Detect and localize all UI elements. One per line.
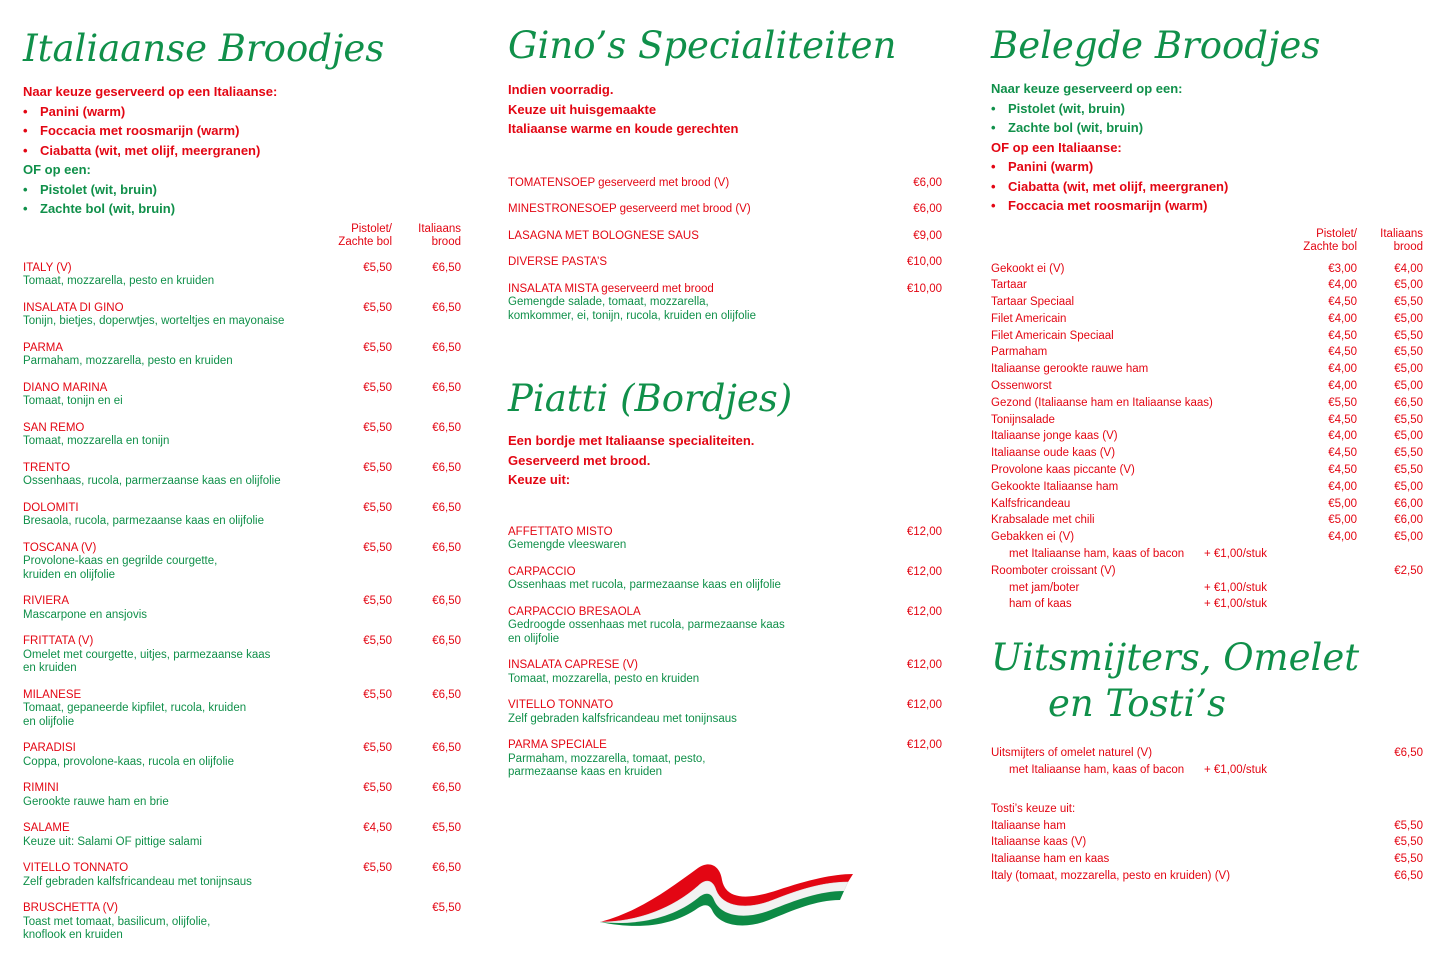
- item-name: Provolone kaas piccante (V): [991, 464, 1135, 477]
- menu-item: [23, 462, 463, 489]
- price: €12,00: [906, 699, 942, 711]
- section-title: Belegde Broodjes: [991, 24, 1321, 67]
- menu-row: [991, 311, 1423, 328]
- price-pistolet: €4,50: [1328, 447, 1357, 460]
- price-pistolet: €4,50: [1328, 464, 1357, 477]
- item-name: TOSCANA (V): [23, 541, 97, 554]
- price-pistolet: €5,50: [363, 595, 392, 607]
- item-name: BRUSCHETTA (V): [23, 902, 118, 914]
- specialiteiten-column: [508, 0, 942, 793]
- intro-line: • Pistolet (wit, bruin): [23, 180, 463, 200]
- price-italiaans: €5,50: [1394, 346, 1423, 359]
- menu-row: [991, 496, 1423, 513]
- price-italiaans: €6,50: [432, 421, 461, 434]
- price-pistolet: €5,50: [363, 635, 392, 647]
- price-pistolet: €5,00: [1328, 514, 1357, 527]
- price-column-headers: Pistolet/ Zachte bol Italiaans brood: [338, 222, 461, 248]
- menu-row: [991, 851, 1423, 868]
- menu-row: [991, 328, 1423, 345]
- item-description: Gemengde salade, tomaat, mozzarella,: [508, 296, 709, 308]
- item-name: MILANESE: [23, 688, 82, 701]
- price-italiaans: €5,00: [1394, 531, 1423, 544]
- item-description: en kruiden: [23, 662, 77, 674]
- menu-row: [991, 344, 1423, 361]
- item-extra: + €1,00/stuk: [1204, 548, 1267, 561]
- price-pistolet: €4,00: [1328, 312, 1357, 325]
- price-italiaans: €5,00: [1394, 279, 1423, 292]
- item-name: Gebakken ei (V): [991, 531, 1075, 544]
- price-italiaans: €5,50: [1394, 329, 1423, 342]
- menu-row: [991, 462, 1423, 479]
- item-name: Roomboter croissant (V): [991, 564, 1116, 577]
- price-pistolet: €5,50: [363, 421, 392, 434]
- menu-item: [508, 739, 942, 780]
- item-name: INSALATA DI GINO: [23, 301, 124, 314]
- price-italiaans: €2,50: [1394, 564, 1423, 577]
- item-name: [508, 526, 942, 540]
- menu-row: [991, 361, 1423, 378]
- piatti-intro: [508, 431, 942, 490]
- price-italiaans: €5,00: [1394, 430, 1423, 443]
- intro-line: Italiaanse warme en koude gerechten: [508, 121, 739, 136]
- specialiteiten-list: [508, 177, 942, 324]
- menu-item: [23, 862, 463, 889]
- item-title: MINESTRONESOEP: [508, 203, 617, 215]
- item-name: ITALY (V): [23, 261, 72, 274]
- price-italiaans: €6,50: [432, 501, 461, 514]
- italiaanse-broodjes-column: [23, 0, 463, 956]
- price: €10,00: [906, 256, 942, 268]
- price-italiaans: €6,50: [1394, 870, 1423, 883]
- item-description: Toast met tomaat, basilicum, olijfolie,: [23, 915, 211, 928]
- item-extra: + €1,00/stuk: [1204, 598, 1267, 611]
- item-name: Gekookt ei (V): [991, 262, 1065, 275]
- item-name: Tartaar: [991, 279, 1027, 292]
- menu-item: [23, 635, 463, 676]
- item-description: komkommer, ei, tonijn, rucola, kruiden en olijfolie: [508, 309, 757, 322]
- price-pistolet: €4,50: [1328, 346, 1357, 359]
- item-name: Italiaanse ham en kaas: [991, 853, 1110, 866]
- price-pistolet: €4,00: [1328, 430, 1357, 443]
- item-name: Gezond (Italiaanse ham en Italiaanse kaas): [991, 396, 1213, 409]
- menu-row: [991, 529, 1423, 546]
- price-italiaans: €4,00: [1394, 262, 1423, 275]
- item-name: PARADISI: [23, 742, 76, 754]
- intro-line: Keuze uit huisgemaakte: [508, 101, 657, 117]
- price-italiaans: €6,50: [432, 461, 461, 474]
- item-description: parmezaanse kaas en kruiden: [508, 766, 663, 778]
- price-italiaans: €6,50: [432, 541, 461, 554]
- menu-row: [991, 445, 1423, 462]
- item-title: CARPACCIO BRESAOLA: [508, 605, 641, 618]
- item-name: Italy (tomaat, mozzarella, pesto en kruiden) (V): [991, 870, 1231, 883]
- item-name: TRENTO: [23, 461, 71, 474]
- price-pistolet: €5,50: [363, 742, 392, 754]
- price-italiaans: €5,50: [432, 822, 461, 834]
- item-extra: + €1,00/stuk: [1204, 581, 1267, 594]
- item-description: kruiden en olijfolie: [23, 568, 116, 581]
- item-title: AFFETTATO MISTO: [508, 525, 613, 538]
- item-name: [508, 659, 942, 673]
- menu-row: [991, 580, 1423, 597]
- item-name: SALAME: [23, 822, 70, 834]
- item-description: Tomaat, mozzarella, pesto en kruiden: [23, 275, 215, 287]
- item-description: Parmaham, mozzarella, tomaat, pesto,: [508, 752, 706, 765]
- item-title: VITELLO TONNATO: [508, 699, 614, 711]
- item-name: [508, 699, 942, 713]
- menu-row: [991, 868, 1423, 885]
- belegde-list: [991, 261, 1423, 614]
- section-title: Italiaanse Broodjes: [23, 27, 385, 70]
- item-name: Filet Americain Speciaal: [991, 329, 1114, 342]
- menu-row: [991, 546, 1423, 563]
- section-title: Gino’s Specialiteiten: [508, 24, 897, 67]
- intro-line: • Foccacia met roosmarijn (warm): [23, 121, 463, 141]
- price-italiaans: €5,50: [1394, 836, 1423, 849]
- price-pistolet: €5,50: [363, 301, 392, 314]
- item-title: INSALATA CAPRESE (V): [508, 659, 638, 671]
- intro-line: Geserveerd met brood.: [508, 452, 651, 468]
- item-description: Tonijn, bietjes, doperwtjes, worteltjes en mayonaise: [23, 315, 285, 327]
- item-description: en olijfolie: [23, 715, 75, 728]
- item-name: Gekookte Italiaanse ham: [991, 480, 1119, 493]
- price-italiaans: €6,50: [432, 341, 461, 354]
- price-pistolet: €4,50: [1328, 329, 1357, 342]
- intro-line: Indien voorradig.: [508, 82, 614, 97]
- specialiteiten-intro: [508, 80, 942, 139]
- price-pistolet: €3,00: [1328, 262, 1357, 275]
- menu-row: [991, 479, 1423, 496]
- menu-row: [991, 277, 1423, 294]
- price-italiaans: €5,50: [432, 902, 461, 914]
- item-name: [508, 177, 942, 191]
- price-pistolet: €5,50: [363, 862, 392, 874]
- item-name: PARMA: [23, 341, 64, 354]
- intro-line: • Zachte bol (wit, bruin): [23, 199, 463, 219]
- price-italiaans: €5,50: [1394, 296, 1423, 309]
- item-name: [508, 203, 942, 217]
- price: €6,00: [913, 203, 942, 215]
- price: €12,00: [906, 565, 942, 578]
- item-name: FRITTATA (V): [23, 635, 94, 647]
- price-italiaans: €5,00: [1394, 312, 1423, 325]
- menu-row: [991, 428, 1423, 445]
- price-italiaans: €6,50: [432, 301, 461, 314]
- item-name: Krabsalade met chili: [991, 514, 1095, 527]
- item-title: TOMATENSOEP: [508, 176, 595, 189]
- menu-item: [23, 542, 463, 583]
- item-note: geserveerd met brood: [598, 282, 714, 295]
- price-italiaans: €6,50: [1394, 396, 1423, 409]
- intro-line: OF op een:: [23, 162, 91, 177]
- item-description: Mascarpone en ansjovis: [23, 608, 148, 621]
- tosti-list: [991, 818, 1423, 885]
- menu-item: [508, 699, 942, 726]
- item-name: [508, 739, 942, 753]
- price-italiaans: €6,50: [432, 381, 461, 394]
- price-italiaans: €5,00: [1394, 363, 1423, 376]
- tosti-heading: Tosti’s keuze uit:: [991, 802, 1076, 815]
- price-italiaans: €6,50: [432, 742, 461, 754]
- price: €9,00: [913, 229, 942, 242]
- intro-line: OF op een Italiaanse:: [991, 139, 1122, 155]
- section-title-piatti: Piatti (Bordjes): [508, 377, 793, 420]
- section-title-uitsmijters: Uitsmijters, Omelet en Tosti’s: [991, 636, 1360, 726]
- item-name: [508, 606, 942, 620]
- intro-line: • Ciabatta (wit, met olijf, meergranen): [23, 141, 463, 161]
- bread-choice-intro: [23, 82, 463, 219]
- price-pistolet: €5,50: [363, 461, 392, 474]
- menu-item: [508, 606, 942, 647]
- price-italiaans: €6,50: [432, 688, 461, 701]
- menu-item: [23, 902, 463, 943]
- item-name: Kalfsfricandeau: [991, 497, 1071, 510]
- item-description: Tomaat, mozzarella en tonijn: [23, 435, 170, 447]
- menu-item: [23, 782, 463, 809]
- menu-item: [23, 382, 463, 409]
- item-name: Italiaanse gerookte rauwe ham: [991, 363, 1149, 376]
- price-italiaans: €5,50: [1394, 819, 1423, 832]
- item-name: Tonijnsalade: [991, 413, 1055, 426]
- item-name: RIVIERA: [23, 595, 70, 607]
- price-italiaans: €6,50: [432, 635, 461, 647]
- price-italiaans: €6,00: [1394, 514, 1423, 527]
- bread-choice-intro: [991, 79, 1423, 216]
- price-italiaans: €6,50: [432, 782, 461, 794]
- menu-item: [23, 262, 463, 289]
- item-description: Tomaat, gepaneerde kipfilet, rucola, kruiden: [23, 702, 247, 714]
- intro-line: Een bordje met Italiaanse specialiteiten.: [508, 433, 755, 448]
- item-note: geserveerd met brood (V): [616, 203, 751, 215]
- item-description: Gerookte rauwe ham en brie: [23, 795, 169, 808]
- price-pistolet: €5,50: [363, 381, 392, 394]
- item-name: Italiaanse jonge kaas (V): [991, 430, 1118, 443]
- price-italiaans: €5,00: [1394, 380, 1423, 393]
- price: €12,00: [906, 605, 942, 618]
- price-pistolet: €5,50: [363, 501, 392, 514]
- item-title: LASAGNA MET BOLOGNESE SAUS: [508, 229, 699, 242]
- price-pistolet: €5,50: [1328, 396, 1357, 409]
- price-pistolet: €4,00: [1328, 531, 1357, 544]
- item-description: Gedroogde ossenhaas met rucola, parmezaanse kaas: [508, 619, 785, 631]
- price: €12,00: [906, 659, 942, 671]
- menu-row: [991, 834, 1423, 851]
- item-description: Zelf gebraden kalfsfricandeau met tonijnsaus: [508, 712, 737, 725]
- price-pistolet: €4,00: [1328, 380, 1357, 393]
- menu-item: [508, 659, 942, 686]
- price-pistolet: €5,50: [363, 782, 392, 794]
- menu-row: [991, 294, 1423, 311]
- price-italiaans: €5,00: [1394, 480, 1423, 493]
- price-pistolet: €4,50: [1328, 413, 1357, 426]
- item-title: INSALATA MISTA: [508, 282, 599, 295]
- item-note: geserveerd met brood (V): [594, 176, 730, 189]
- price-pistolet: €5,50: [363, 688, 392, 701]
- menu-row: [991, 596, 1423, 613]
- item-name: met Italiaanse ham, kaas of bacon: [1009, 548, 1185, 561]
- menu-item: [23, 342, 463, 369]
- menu-row: [991, 395, 1423, 412]
- price-italiaans: €5,50: [1394, 464, 1423, 477]
- price-pistolet: €4,00: [1328, 363, 1357, 376]
- menu-item: [23, 422, 463, 449]
- item-name: met jam/boter: [1009, 581, 1080, 594]
- price-pistolet: €5,50: [363, 261, 392, 274]
- menu-row: [991, 261, 1423, 278]
- price-italiaans: €5,50: [1394, 413, 1423, 426]
- menu-row: [991, 563, 1423, 580]
- price-pistolet: €4,50: [1328, 296, 1357, 309]
- italian-flag-ribbon: [598, 860, 856, 932]
- belegde-broodjes-column: [991, 0, 1423, 885]
- menu-item: [508, 203, 942, 217]
- menu-row: [991, 818, 1423, 835]
- price-italiaans: €5,50: [1394, 853, 1423, 866]
- menu-item: [508, 177, 942, 191]
- price-pistolet: €5,50: [363, 341, 392, 354]
- item-name: ham of kaas: [1009, 598, 1072, 611]
- item-name: [508, 283, 942, 297]
- price: €6,00: [913, 176, 942, 189]
- item-description: Zelf gebraden kalfsfricandeau met tonijnsaus: [23, 875, 252, 888]
- intro-line: • Panini (warm): [991, 157, 1423, 177]
- menu-item: [23, 689, 463, 730]
- item-name: met Italiaanse ham, kaas of bacon: [1009, 764, 1185, 777]
- item-name: VITELLO TONNATO: [23, 862, 129, 874]
- sandwich-list: [23, 262, 463, 943]
- price-pistolet: €5,50: [363, 541, 392, 554]
- item-title: CARPACCIO: [508, 565, 576, 578]
- menu-item: [23, 502, 463, 529]
- item-name: Italiaanse ham: [991, 819, 1066, 832]
- item-description: knoflook en kruiden: [23, 929, 123, 941]
- menu-item: [23, 822, 463, 849]
- menu-row: [991, 762, 1423, 779]
- price-column-headers: Pistolet/ Zachte bol Italiaans brood: [1303, 227, 1423, 253]
- price-pistolet: €4,50: [363, 822, 392, 834]
- item-extra: + €1,00/stuk: [1204, 764, 1267, 777]
- price-italiaans: €6,50: [1394, 747, 1423, 760]
- item-description: Gemengde vleeswaren: [508, 539, 627, 551]
- item-description: Coppa, provolone-kaas, rucola en olijfolie: [23, 755, 234, 768]
- item-name: [508, 566, 942, 580]
- menu-item: [508, 566, 942, 593]
- item-description: Provolone-kaas en gegrilde courgette,: [23, 555, 218, 567]
- item-name: Parmaham: [991, 346, 1048, 359]
- price-pistolet: €4,00: [1328, 480, 1357, 493]
- item-name: [508, 256, 942, 270]
- price-italiaans: €6,50: [432, 595, 461, 607]
- item-description: Parmaham, mozzarella, pesto en kruiden: [23, 355, 233, 367]
- item-name: Italiaanse oude kaas (V): [991, 447, 1116, 460]
- piatti-list: [508, 526, 942, 780]
- price-italiaans: €5,50: [1394, 447, 1423, 460]
- menu-item: [23, 595, 463, 622]
- item-name: Uitsmijters of omelet naturel (V): [991, 747, 1153, 760]
- intro-line: • Pistolet (wit, bruin): [991, 99, 1423, 119]
- item-description: Tomaat, tonijn en ei: [23, 395, 123, 407]
- item-name: DOLOMITI: [23, 501, 79, 514]
- item-description: en olijfolie: [508, 632, 560, 645]
- price-italiaans: €6,00: [1394, 497, 1423, 510]
- menu-item: [23, 742, 463, 769]
- intro-line: • Foccacia met roosmarijn (warm): [991, 196, 1423, 216]
- intro-line: • Zachte bol (wit, bruin): [991, 118, 1423, 138]
- item-name: Tartaar Speciaal: [991, 296, 1075, 309]
- menu-row: [991, 512, 1423, 529]
- intro-line: • Panini (warm): [23, 102, 463, 122]
- item-description: Bresaola, rucola, parmezaanse kaas en olijfolie: [23, 515, 264, 527]
- item-title: PARMA SPECIALE: [508, 739, 607, 751]
- price-italiaans: €6,50: [432, 862, 461, 874]
- menu-item: [508, 526, 942, 553]
- item-description: Ossenhaas met rucola, parmezaanse kaas en olijfolie: [508, 579, 781, 591]
- price-italiaans: €6,50: [432, 261, 461, 274]
- item-description: Tomaat, mozzarella, pesto en kruiden: [508, 672, 700, 685]
- item-name: Filet Americain: [991, 312, 1067, 325]
- item-description: Ossenhaas, rucola, parmerzaanse kaas en olijfolie: [23, 475, 281, 487]
- intro-line: Naar keuze geserveerd op een:: [991, 81, 1183, 96]
- item-description: Keuze uit: Salami OF pittige salami: [23, 835, 202, 848]
- item-name: Italiaanse kaas (V): [991, 836, 1087, 849]
- price-pistolet: €5,00: [1328, 497, 1357, 510]
- intro-line: Naar keuze geserveerd op een Italiaanse:: [23, 84, 278, 99]
- item-description: Omelet met courgette, uitjes, parmezaanse kaas: [23, 648, 271, 661]
- menu-item: [508, 230, 942, 244]
- item-name: Ossenworst: [991, 380, 1052, 393]
- menu-item: [23, 302, 463, 329]
- menu-row: [991, 745, 1423, 762]
- item-name: DIANO MARINA: [23, 381, 108, 394]
- item-title: DIVERSE PASTA’S: [508, 256, 608, 268]
- intro-line: • Ciabatta (wit, met olijf, meergranen): [991, 177, 1423, 197]
- uitsmijters-list: [991, 745, 1423, 779]
- intro-line: Keuze uit:: [508, 472, 571, 487]
- menu-item: [508, 256, 942, 270]
- price: €12,00: [906, 739, 942, 751]
- menu-row: [991, 412, 1423, 429]
- menu-item: [508, 283, 942, 324]
- item-name: RIMINI: [23, 782, 59, 794]
- price-pistolet: €4,00: [1328, 279, 1357, 292]
- item-name: SAN REMO: [23, 421, 85, 434]
- item-name: [508, 230, 942, 244]
- price: €10,00: [906, 282, 942, 295]
- menu-row: [991, 378, 1423, 395]
- price: €12,00: [906, 525, 942, 538]
